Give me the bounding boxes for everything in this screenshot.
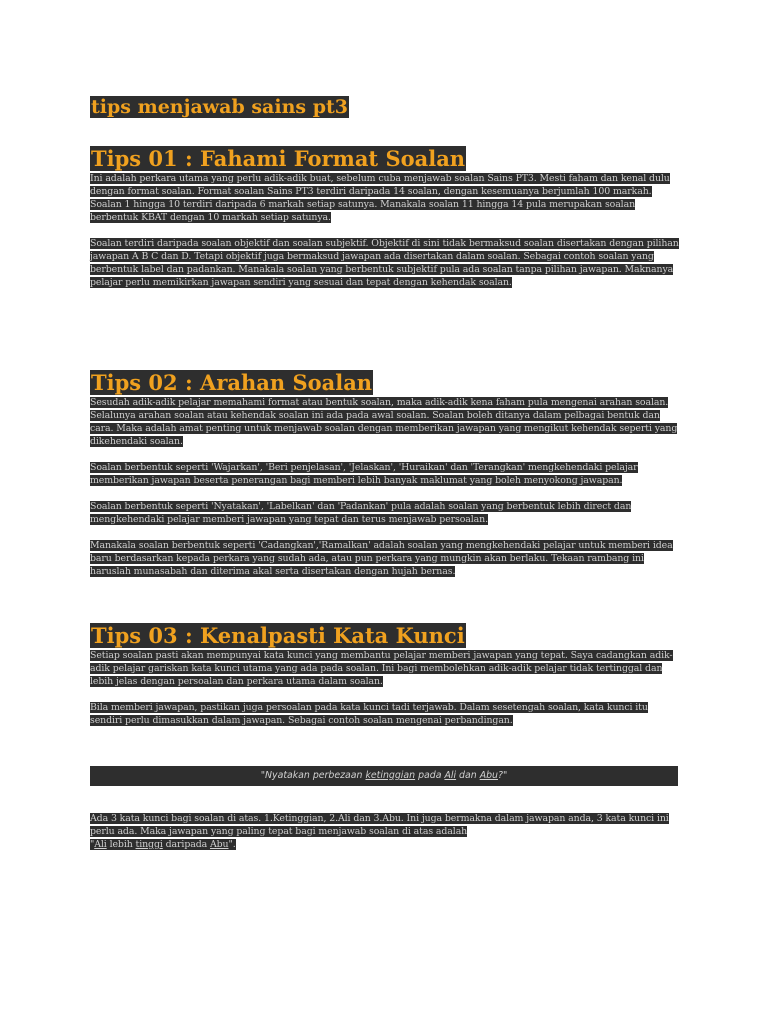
quote-text: ?" xyxy=(498,770,508,781)
example-question-quote xyxy=(90,766,678,786)
tip-3-heading-text: Tips 03 : Kenalpasti Kata Kunci xyxy=(91,623,465,648)
quote-keyword-ali: Ali xyxy=(444,770,457,781)
tip-1-paragraph-2 xyxy=(90,237,680,289)
tip-2-heading-text: Tips 02 : Arahan Soalan xyxy=(91,370,373,395)
quote-keyword-ketinggian: ketinggian xyxy=(365,770,416,781)
quote-keyword-abu: Abu xyxy=(479,770,498,781)
example-answer-text xyxy=(90,839,236,850)
tip-2-paragraph-2-text: Soalan berbentuk seperti 'Wajarkan', 'Beri penjelasan', 'Jelaskan', 'Huraikan' dan 'Terangkan' mengkehendaki pelajar memberikan jawapan beserta penerangan bagi memberi lebih banyak maklumat yang boleh menyokong jawapan. xyxy=(90,462,638,486)
tip-1-section xyxy=(90,146,680,289)
tip-2-paragraph-4-text: Manakala soalan berbentuk seperti 'Cadangkan','Ramalkan' adalah soalan yang mengkehendaki pelajar untuk memberi idea baru berdasarkan kepada perkara yang sudah ada, atau pun perkara yang mungkin akan berlaku. Tekaan rambang ini haruslah munasabah dan diterima akal serta disertakan dengan hujah bernas. xyxy=(90,540,673,577)
tip-2-paragraph-3-text: Soalan berbentuk seperti 'Nyatakan', 'Labelkan' dan 'Padankan' pula adalah soalan yang berbentuk lebih direct dan mengkehendaki pelajar memberi jawapan yang tepat dan terus menjawab persoalan. xyxy=(90,501,632,525)
tip-3-heading xyxy=(90,623,680,649)
answer-keyword-ali: Ali xyxy=(94,839,107,850)
tip-3-paragraph-1 xyxy=(90,649,680,688)
tip-1-heading xyxy=(90,146,680,172)
answer-text: " xyxy=(90,839,95,850)
tip-2-paragraph-4 xyxy=(90,539,680,578)
tip-2-paragraph-2 xyxy=(90,461,680,487)
answer-text: ". xyxy=(228,839,236,850)
quote-text: "Nyatakan perbezaan xyxy=(260,770,366,781)
answer-text: lebih xyxy=(106,839,136,850)
tip-3-paragraph-3 xyxy=(90,812,680,838)
example-answer xyxy=(90,838,680,851)
tip-2-paragraph-3 xyxy=(90,500,680,526)
quote-text: dan xyxy=(456,770,480,781)
tip-3-paragraph-3-text: Ada 3 kata kunci bagi soalan di atas. 1.Ketinggian, 2.Ali dan 3.Abu. Ini juga bermakna dalam jawapan anda, 3 kata kunci ini perlu ada. Maka jawapan yang paling tepat bagi menjawab soalan di atas adalah xyxy=(90,813,669,837)
quote-text: pada xyxy=(415,770,445,781)
tip-2-paragraph-1 xyxy=(90,396,680,448)
tip-1-paragraph-2-text: Soalan terdiri daripada soalan objektif dan soalan subjektif. Objektif di sini tidak bermaksud soalan disertakan dengan pilihan jawapan A B C dan D. Tetapi objektif juga bermaksud jawapan ada disertakan dalam soalan. Sebagai contoh soalan yang berbentuk label dan padankan. Manakala soalan yang berbentuk subjektif pula ada soalan tanpa pilihan jawapan. Maknanya pelajar perlu memikirkan jawapan sendiri yang sesuai dan tepat dengan kehendak soalan. xyxy=(90,238,679,288)
tip-2-section xyxy=(90,370,680,578)
page-title-text: tips menjawab sains pt3 xyxy=(91,96,348,118)
answer-text: daripada xyxy=(162,839,210,850)
answer-keyword-abu: Abu xyxy=(209,839,229,850)
tip-2-paragraph-1-text: Sesudah adik-adik pelajar memahami format atau bentuk soalan, maka adik-adik kena faham pula mengenai arahan soalan. Selalunya arahan soalan atau kehendak soalan ini ada pada awal soalan. Soalan boleh ditanya dalam pelbagai bentuk dan cara. Maka adalah amat penting untuk menjawab soalan dengan memberikan jawapan yang mengikut kehendak seperti yang dikehendaki soalan. xyxy=(90,397,678,447)
tip-3-paragraph-2 xyxy=(90,701,680,727)
tip-1-paragraph-1-text: Ini adalah perkara utama yang perlu adik-adik buat, sebelum cuba menjawab soalan Sains PT3. Mesti faham dan kenal dulu dengan format soalan. Format soalan Sains PT3 terdiri daripada 14 soalan, dengan kesemuanya berjumlah 100 markah. Soalan 1 hingga 10 terdiri daripada 6 markah setiap satunya. Manakala soalan 11 hingga 14 pula merupakan soalan berbentuk KBAT dengan 10 markah setiap satunya. xyxy=(90,173,670,223)
tip-3-section xyxy=(90,623,680,851)
tip-1-heading-text: Tips 01 : Fahami Format Soalan xyxy=(91,146,466,171)
page-title xyxy=(90,94,349,121)
tip-2-heading xyxy=(90,370,680,396)
tip-3-paragraph-1-text: Setiap soalan pasti akan mempunyai kata kunci yang membantu pelajar memberi jawapan yang tepat. Saya cadangkan adik-adik pelajar gariskan kata kunci utama yang ada pada soalan. Ini bagi membolehkan adik-adik pelajar tidak tertinggal dan lebih jelas dengan persoalan dan perkara utama dalam soalan. xyxy=(90,650,673,687)
tip-3-paragraph-2-text: Bila memberi jawapan, pastikan juga persoalan pada kata kunci tadi terjawab. Dalam sesetengah soalan, kata kunci itu sendiri perlu dimasukkan dalam jawapan. Sebagai contoh soalan mengenai perbandingan. xyxy=(90,702,648,726)
tip-1-paragraph-1 xyxy=(90,172,680,224)
answer-keyword-tinggi: tinggi xyxy=(135,839,163,850)
